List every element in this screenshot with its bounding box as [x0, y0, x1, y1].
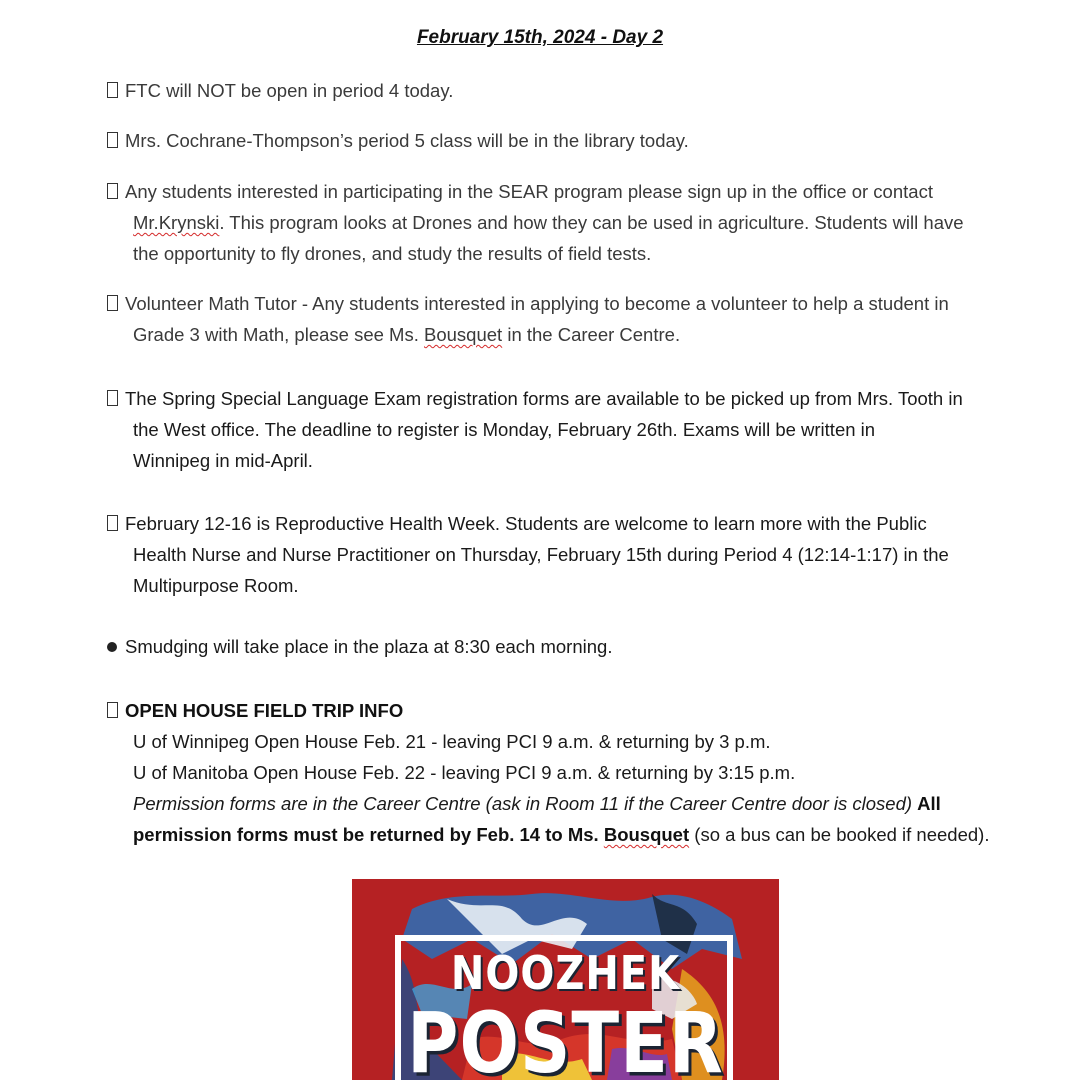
- announcement-text-part: in the Career Centre.: [502, 324, 681, 345]
- announcement-exam: [107, 383, 1007, 476]
- checkbox-bullet-icon: [107, 176, 121, 209]
- announcement-ftc: [107, 75, 1007, 106]
- announcement-text: February 12-16 is Reproductive Health Week. Students are welcome to learn more with the Public: [125, 513, 927, 534]
- permission-note: Permission forms are in the Career Centre (ask in Room 11 if the Career Centre door is closed): [133, 793, 913, 814]
- permission-deadline: permission forms must be returned by Feb. 14 to Ms.: [133, 824, 604, 845]
- announcement-text: Health Nurse and Nurse Practitioner on Thursday, February 15th during Period 4 (12:14-1:17) in the: [133, 544, 949, 565]
- announcement-text: FTC will NOT be open in period 4 today.: [125, 80, 454, 101]
- announcement-text: Any students interested in participating in the SEAR program please sign up in the office or contact: [125, 181, 933, 202]
- poster-title-word2: POSTER: [407, 993, 724, 1080]
- announcement-open-house: [107, 695, 1007, 850]
- noozhek-poster-image: [352, 879, 779, 1080]
- checkbox-bullet-icon: [107, 383, 121, 416]
- announcement-text: [107, 319, 1007, 350]
- announcement-text: U of Manitoba Open House Feb. 22 - leaving PCI 9 a.m. & returning by 3:15 p.m.: [133, 762, 796, 783]
- checkbox-bullet-icon: [107, 695, 121, 728]
- announcement-text: the opportunity to fly drones, and study the results of field tests.: [133, 243, 652, 264]
- checkbox-bullet-icon: [107, 75, 121, 108]
- announcement-text: Winnipeg in mid-April.: [133, 450, 313, 471]
- announcement-text-part: (so a bus can be booked if needed).: [689, 824, 990, 845]
- announcement-text: Multipurpose Room.: [133, 575, 299, 596]
- permission-deadline-part: All: [917, 793, 941, 814]
- dot-bullet-icon: [107, 631, 121, 662]
- open-house-heading: OPEN HOUSE FIELD TRIP INFO: [125, 700, 404, 721]
- announcement-text: Volunteer Math Tutor - Any students interested in applying to become a volunteer to help a student in: [125, 293, 949, 314]
- announcement-text: [107, 788, 1007, 819]
- announcement-cochrane: [107, 125, 1007, 156]
- announcement-text-part: . This program looks at Drones and how they can be used in agriculture. Students will have: [219, 212, 964, 233]
- announcement-tutor: [107, 288, 1007, 350]
- announcement-text: [107, 207, 1007, 238]
- announcement-text: Smudging will take place in the plaza at 8:30 each morning.: [125, 636, 613, 657]
- announcement-text: the West office. The deadline to register is Monday, February 26th. Exams will be written in: [133, 419, 876, 440]
- announcement-sear: [107, 176, 1007, 269]
- announcement-smudging: [107, 631, 1007, 662]
- spellcheck-word: Bousquet: [424, 324, 503, 345]
- announcement-text: U of Winnipeg Open House Feb. 21 - leaving PCI 9 a.m. & returning by 3 p.m.: [133, 731, 771, 752]
- announcement-text: [107, 819, 1007, 850]
- spellcheck-word: Mr.Krynski: [133, 212, 220, 233]
- announcement-text: The Spring Special Language Exam registration forms are available to be picked up from Mrs. Tooth in: [125, 388, 963, 409]
- spellcheck-word: Bousquet: [603, 824, 690, 845]
- announcement-text-part: Grade 3 with Math, please see Ms.: [133, 324, 424, 345]
- document-title: February 15th, 2024 - Day 2: [416, 27, 664, 48]
- announcement-text: Mrs. Cochrane-Thompson’s period 5 class will be in the library today.: [125, 130, 689, 151]
- announcement-health: [107, 508, 1007, 601]
- checkbox-bullet-icon: [107, 508, 121, 541]
- checkbox-bullet-icon: [107, 288, 121, 321]
- checkbox-bullet-icon: [107, 125, 121, 158]
- poster-title-word1: NOOZHEK: [450, 947, 681, 1001]
